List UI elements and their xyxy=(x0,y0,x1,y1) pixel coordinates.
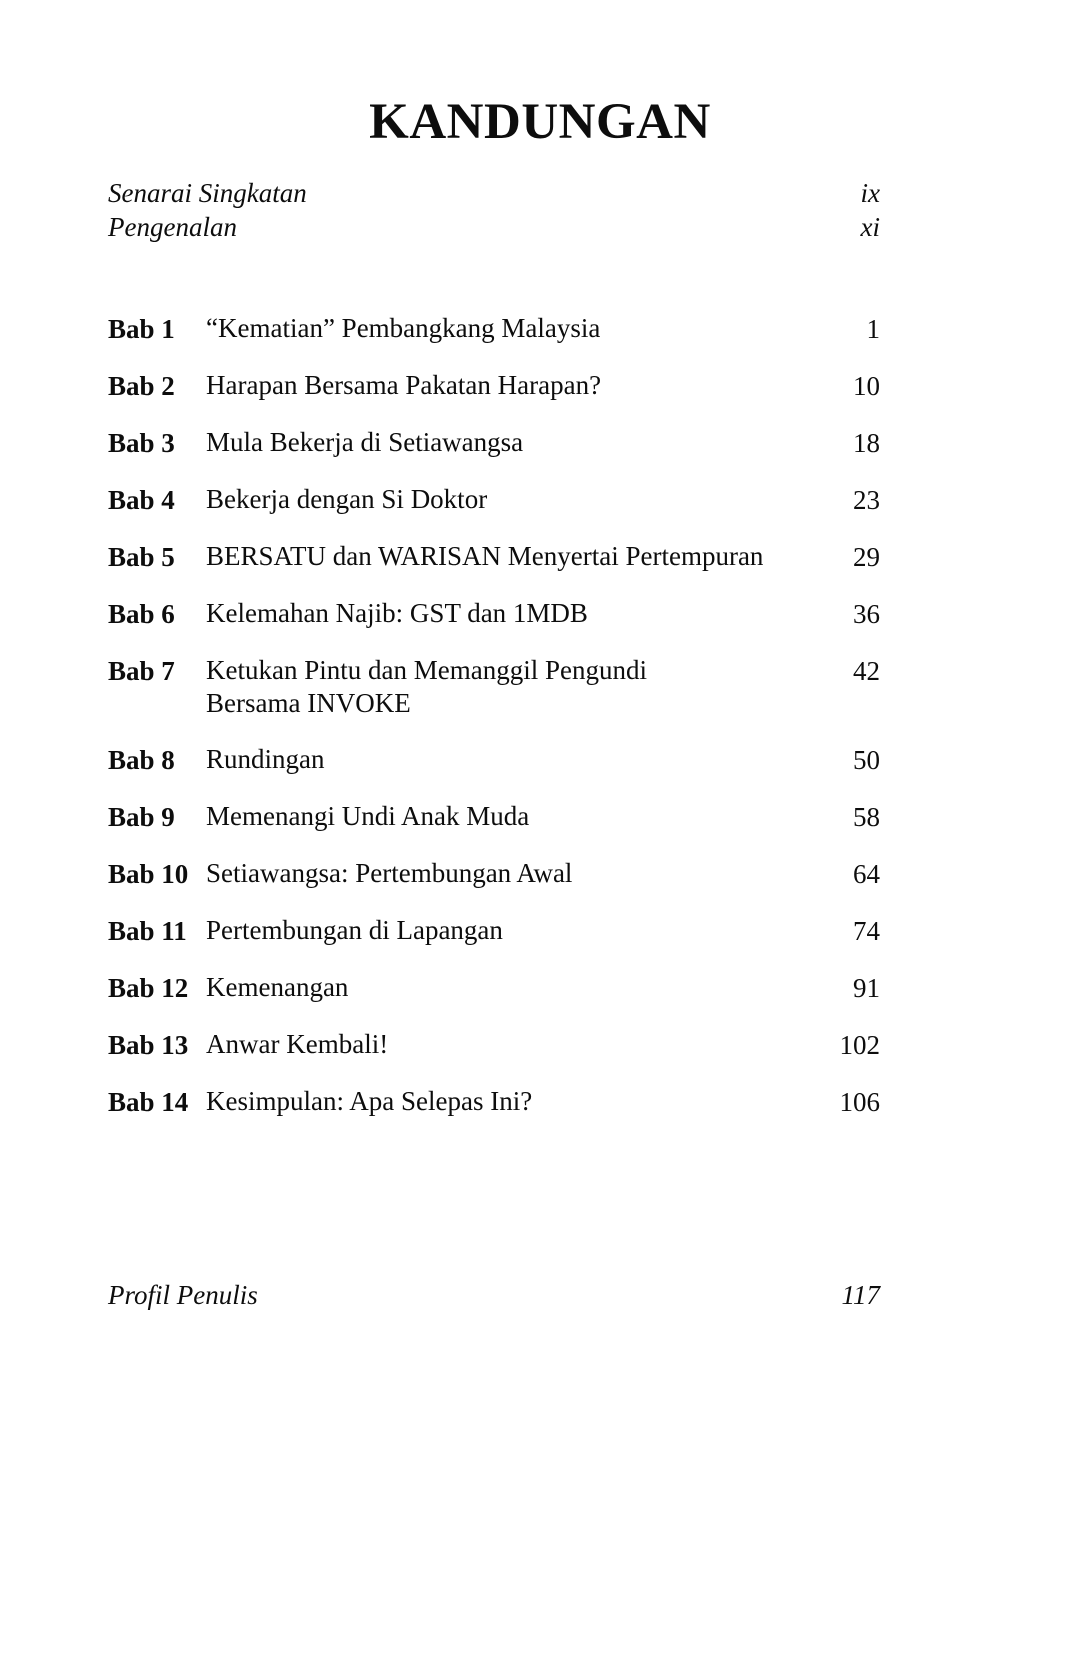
chapter-title-line1: Pertembungan di Lapangan xyxy=(206,915,503,945)
chapter-title-line1: Rundingan xyxy=(206,744,325,774)
front-matter-entry[interactable] xyxy=(108,176,880,210)
chapter-row[interactable] xyxy=(108,426,880,460)
page-title: KANDUNGAN xyxy=(369,94,711,150)
chapter-row[interactable] xyxy=(108,1085,880,1119)
chapter-label: Bab 5 xyxy=(108,542,175,572)
chapter-page-number: 10 xyxy=(853,371,880,401)
chapter-row[interactable] xyxy=(108,800,880,834)
chapter-page-number: 29 xyxy=(853,542,880,572)
chapter-title-line1: Harapan Bersama Pakatan Harapan? xyxy=(206,370,602,400)
chapter-title xyxy=(206,369,818,402)
chapter-label: Bab 14 xyxy=(108,1087,189,1117)
chapter-row[interactable] xyxy=(108,914,880,948)
chapter-title xyxy=(206,597,818,630)
chapter-row[interactable] xyxy=(108,1028,880,1062)
chapter-title xyxy=(206,800,818,833)
back-matter-list xyxy=(108,1278,880,1312)
front-matter-entry[interactable] xyxy=(108,210,880,244)
chapter-title-line1: Memenangi Undi Anak Muda xyxy=(206,801,530,831)
chapter-title xyxy=(206,483,818,516)
chapter-list xyxy=(108,312,880,1142)
chapter-row[interactable] xyxy=(108,312,880,346)
chapter-label: Bab 10 xyxy=(108,859,189,889)
chapter-row[interactable] xyxy=(108,654,880,720)
chapter-label: Bab 8 xyxy=(108,745,175,775)
chapter-title-line1: Kesimpulan: Apa Selepas Ini? xyxy=(206,1086,533,1116)
chapter-page-number: 1 xyxy=(866,314,880,344)
front-matter-label: Senarai Singkatan xyxy=(108,178,307,208)
chapter-page-number: 74 xyxy=(853,916,880,946)
chapter-title xyxy=(206,426,818,459)
chapter-page-number: 102 xyxy=(839,1030,880,1060)
chapter-label: Bab 12 xyxy=(108,973,189,1003)
chapter-title-line1: BERSATU dan WARISAN Menyertai Pertempuran xyxy=(206,541,764,571)
chapter-row[interactable] xyxy=(108,743,880,777)
chapter-title xyxy=(206,1085,818,1118)
front-matter-list xyxy=(108,176,880,244)
chapter-label: Bab 11 xyxy=(108,916,187,946)
chapter-label: Bab 7 xyxy=(108,656,175,686)
front-matter-label: Pengenalan xyxy=(108,212,237,242)
chapter-page-number: 36 xyxy=(853,599,880,629)
chapter-title xyxy=(206,312,818,345)
chapter-page-number: 106 xyxy=(839,1087,880,1117)
chapter-label: Bab 13 xyxy=(108,1030,189,1060)
chapter-page-number: 58 xyxy=(853,802,880,832)
chapter-row[interactable] xyxy=(108,540,880,574)
back-matter-page-number: 117 xyxy=(841,1280,880,1310)
chapter-title xyxy=(206,971,818,1004)
chapter-title xyxy=(206,857,818,890)
chapter-title xyxy=(206,540,818,573)
chapter-title xyxy=(206,1028,818,1061)
chapter-title-line1: Setiawangsa: Pertembungan Awal xyxy=(206,858,573,888)
chapter-title-line1: Anwar Kembali! xyxy=(206,1029,389,1059)
chapter-page-number: 50 xyxy=(853,745,880,775)
chapter-title-line1: Kemenangan xyxy=(206,972,349,1002)
chapter-label: Bab 4 xyxy=(108,485,175,515)
chapter-title-line1: “Kematian” Pembangkang Malaysia xyxy=(206,313,601,343)
chapter-label: Bab 9 xyxy=(108,802,175,832)
chapter-row[interactable] xyxy=(108,971,880,1005)
chapter-row[interactable] xyxy=(108,857,880,891)
chapter-label: Bab 2 xyxy=(108,371,175,401)
chapter-label: Bab 1 xyxy=(108,314,175,344)
chapter-page-number: 42 xyxy=(853,656,880,686)
chapter-page-number: 23 xyxy=(853,485,880,515)
chapter-row[interactable] xyxy=(108,483,880,517)
chapter-row[interactable] xyxy=(108,369,880,403)
chapter-label: Bab 6 xyxy=(108,599,175,629)
chapter-title xyxy=(206,914,818,947)
chapter-title-line1: Ketukan Pintu dan Memanggil Pengundi xyxy=(206,655,647,685)
front-matter-page-number: xi xyxy=(860,212,880,242)
chapter-title-line1: Bekerja dengan Si Doktor xyxy=(206,484,488,514)
back-matter-entry[interactable] xyxy=(108,1278,880,1312)
chapter-page-number: 18 xyxy=(853,428,880,458)
chapter-page-number: 64 xyxy=(853,859,880,889)
back-matter-label: Profil Penulis xyxy=(108,1280,258,1310)
front-matter-page-number: ix xyxy=(860,178,880,208)
chapter-page-number: 91 xyxy=(853,973,880,1003)
chapter-title-line1: Kelemahan Najib: GST dan 1MDB xyxy=(206,598,588,628)
chapter-title xyxy=(206,743,818,776)
chapter-row[interactable] xyxy=(108,597,880,631)
chapter-title xyxy=(206,654,818,720)
chapter-title-line2: Bersama INVOKE xyxy=(206,688,411,718)
chapter-title-line1: Mula Bekerja di Setiawangsa xyxy=(206,427,524,457)
chapter-label: Bab 3 xyxy=(108,428,175,458)
